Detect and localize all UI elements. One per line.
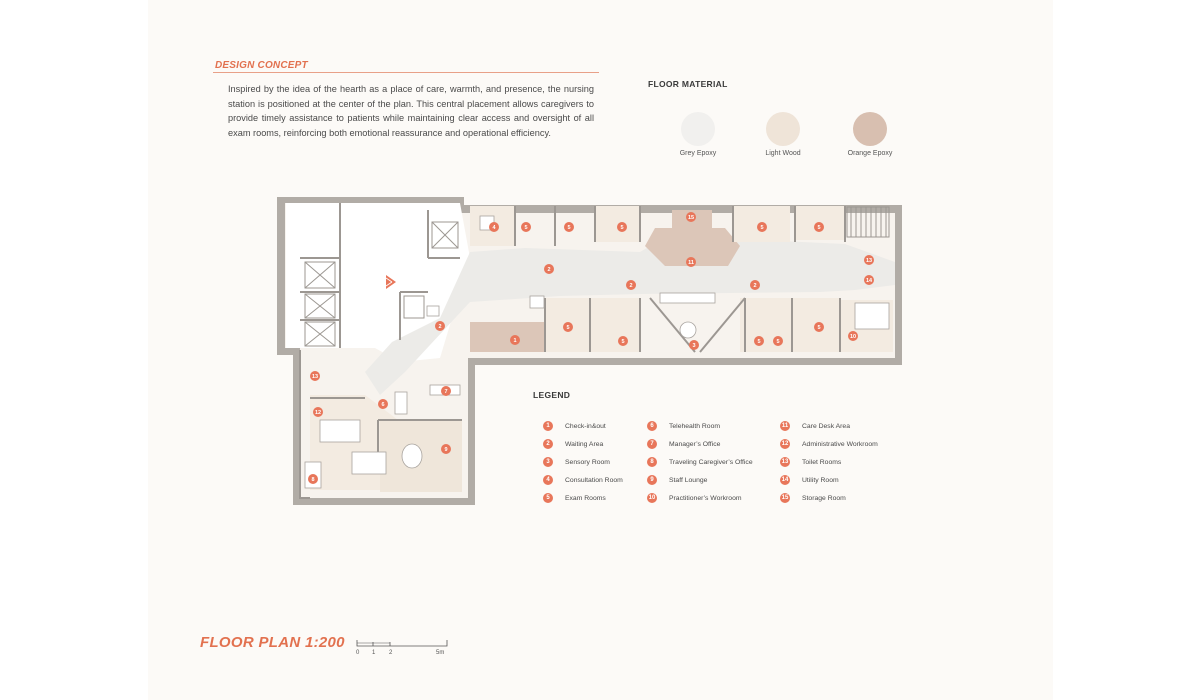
scale-tick-label: 1 <box>372 650 376 656</box>
svg-text:5: 5 <box>776 339 780 345</box>
floor-plan-title: FLOOR PLAN 1:200 <box>200 634 345 651</box>
room-marker <box>773 336 783 346</box>
legend-badge: 3 <box>543 457 553 467</box>
swatch-label-orange-epoxy: Orange Epoxy <box>847 150 893 157</box>
svg-text:8: 8 <box>311 477 315 483</box>
room-marker <box>814 222 824 232</box>
legend-label: Exam Rooms <box>565 494 606 502</box>
svg-text:2: 2 <box>753 283 757 289</box>
legend-badge: 8 <box>647 457 657 467</box>
design-concept-text: Inspired by the idea of the hearth as a place of care, warmth, and presence, the nursing station is positioned at the center of the plan. This central placement allows caregivers to provide timely assistance to patients while maintaining clear access and oversight of all exam rooms, reinforcing both emotional reassurance and operational efficiency. <box>228 84 594 138</box>
svg-text:5: 5 <box>567 225 571 231</box>
room-marker <box>313 407 323 417</box>
svg-text:13: 13 <box>865 258 873 264</box>
legend-item <box>647 420 720 432</box>
room-marker <box>378 399 388 409</box>
legend-item <box>543 474 623 486</box>
svg-text:5: 5 <box>524 225 528 231</box>
legend-badge: 5 <box>543 493 553 503</box>
legend-label: Administrative Workroom <box>802 440 878 448</box>
room-marker <box>435 321 445 331</box>
svg-text:14: 14 <box>865 278 873 284</box>
room-marker <box>814 322 824 332</box>
room-marker <box>864 275 874 285</box>
room-marker <box>489 222 499 232</box>
legend-item <box>543 420 606 432</box>
room-marker <box>310 371 320 381</box>
legend-badge: 15 <box>781 495 789 501</box>
svg-text:5: 5 <box>760 225 764 231</box>
legend-item <box>780 438 878 450</box>
room-marker <box>564 222 574 232</box>
legend-item <box>780 420 850 432</box>
legend-item <box>543 456 610 468</box>
svg-text:9: 9 <box>444 447 448 453</box>
svg-text:7: 7 <box>444 389 448 395</box>
legend-label: Consultation Room <box>565 476 623 484</box>
room-marker <box>308 474 318 484</box>
room-marker <box>510 335 520 345</box>
legend-badge: 1 <box>543 421 553 431</box>
legend-item <box>780 474 839 486</box>
legend-item <box>543 492 606 504</box>
room-marker <box>617 222 627 232</box>
svg-text:12: 12 <box>314 410 322 416</box>
floor-material-heading: FLOOR MATERIAL <box>648 79 728 89</box>
room-marker <box>757 222 767 232</box>
legend-badge: 11 <box>781 423 789 429</box>
legend-item <box>780 456 841 468</box>
svg-text:5: 5 <box>566 325 570 331</box>
svg-text:2: 2 <box>547 267 551 273</box>
legend-item <box>543 438 603 450</box>
room-marker <box>686 212 696 222</box>
svg-text:6: 6 <box>381 402 385 408</box>
legend-label: Utility Room <box>802 476 839 484</box>
legend-label: Practitioner’s Workroom <box>669 494 742 502</box>
legend-label: Traveling Caregiver’s Office <box>669 458 753 466</box>
svg-text:11: 11 <box>688 260 694 266</box>
legend-item <box>647 456 753 468</box>
room-marker <box>563 322 573 332</box>
svg-text:4: 4 <box>492 225 496 231</box>
legend-label: Storage Room <box>802 494 846 502</box>
scale-tick-label: 2 <box>389 650 393 656</box>
legend-item <box>780 492 846 504</box>
room-marker <box>626 280 636 290</box>
design-concept-heading: DESIGN CONCEPT <box>215 60 308 71</box>
room-marker <box>686 257 696 267</box>
legend-item <box>647 492 742 504</box>
legend-item <box>647 438 720 450</box>
legend-label: Telehealth Room <box>669 422 721 430</box>
legend-badge: 12 <box>781 441 789 447</box>
room-marker <box>689 340 699 350</box>
scale-bar <box>355 638 450 650</box>
svg-text:2: 2 <box>629 283 633 289</box>
svg-text:3: 3 <box>692 343 696 349</box>
room-marker <box>441 444 451 454</box>
svg-text:5: 5 <box>621 339 625 345</box>
legend-label: Check-in&out <box>565 422 606 430</box>
legend-badge: 6 <box>647 421 657 431</box>
legend-label: Toilet Rooms <box>802 458 842 466</box>
svg-text:5: 5 <box>817 325 821 331</box>
legend-label: Staff Lounge <box>669 476 708 484</box>
svg-text:5: 5 <box>620 225 624 231</box>
scale-tick-label: 5m <box>436 650 445 656</box>
svg-text:13: 13 <box>311 374 319 380</box>
room-marker <box>521 222 531 232</box>
room-marker <box>848 331 858 341</box>
legend-label: Manager’s Office <box>669 440 721 448</box>
room-marker <box>864 255 874 265</box>
legend-badge: 4 <box>543 475 553 485</box>
legend-item <box>647 474 707 486</box>
svg-text:5: 5 <box>757 339 761 345</box>
legend-badge: 13 <box>781 459 789 465</box>
legend-badge: 10 <box>648 495 656 501</box>
legend-badge: 2 <box>543 439 553 449</box>
room-marker <box>618 336 628 346</box>
svg-text:10: 10 <box>849 334 857 340</box>
room-marker <box>544 264 554 274</box>
room-marker <box>754 336 764 346</box>
svg-text:5: 5 <box>817 225 821 231</box>
svg-text:1: 1 <box>513 338 517 344</box>
legend-badge: 9 <box>647 475 657 485</box>
scale-tick-label: 0 <box>356 650 360 656</box>
svg-text:15: 15 <box>687 215 695 221</box>
legend-badge: 7 <box>647 439 657 449</box>
legend-label: Waiting Area <box>565 440 604 448</box>
legend-heading: LEGEND <box>533 390 571 400</box>
legend-label: Sensory Room <box>565 458 610 466</box>
svg-text:2: 2 <box>438 324 442 330</box>
room-marker <box>750 280 760 290</box>
legend-badge: 14 <box>781 477 789 483</box>
legend-label: Care Desk Area <box>802 422 850 430</box>
room-marker <box>441 386 451 396</box>
swatch-label-grey-epoxy: Grey Epoxy <box>679 150 717 157</box>
swatch-label-light-wood: Light Wood <box>765 150 801 157</box>
